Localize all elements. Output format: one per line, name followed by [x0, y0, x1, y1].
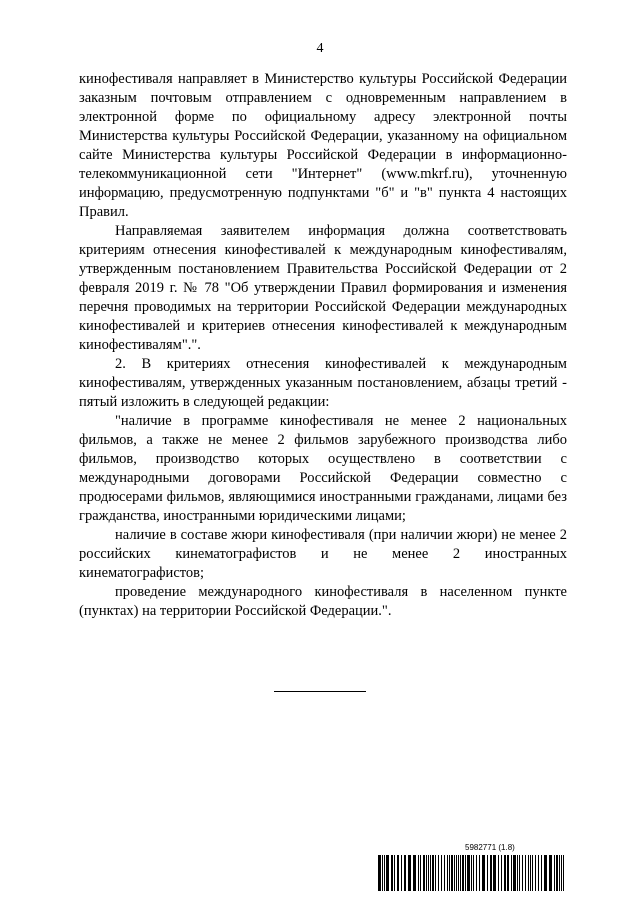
- barcode-bar: [476, 855, 477, 891]
- barcode-bar: [432, 855, 434, 891]
- barcode-bar: [532, 855, 533, 891]
- barcode-bar: [530, 855, 531, 891]
- barcode-bar: [394, 855, 395, 891]
- barcode-bar: [451, 855, 453, 891]
- paragraph-item-2: 2. В критериях отнесения кинофестивалей к международным кинофестивалям, утвержденных указанным постановлением, абзацы третий - пятый изложить в следующей редакции:: [79, 356, 567, 410]
- barcode-bar: [519, 855, 520, 891]
- barcode-bar: [528, 855, 529, 891]
- closing-separator-line: [274, 691, 366, 692]
- barcode-bar: [462, 855, 464, 891]
- barcode-bar: [428, 855, 429, 891]
- barcode-bar: [554, 855, 555, 891]
- barcode-bar: [487, 855, 488, 891]
- paragraph-criteria-location: проведение международного кинофестиваля в населенном пункте (пунктах) на территории Российской Федерации.".: [79, 584, 567, 619]
- barcode-bar: [538, 855, 539, 891]
- barcode-bar: [513, 855, 516, 891]
- barcode-bar: [493, 855, 496, 891]
- barcode-bar: [430, 855, 431, 891]
- barcode-bar: [384, 855, 385, 891]
- barcode-bar: [401, 855, 402, 891]
- barcode-bar: [556, 855, 558, 891]
- barcode-bar: [498, 855, 499, 891]
- barcode-bar: [397, 855, 399, 891]
- barcode-bar: [458, 855, 459, 891]
- barcode-bar: [549, 855, 552, 891]
- barcode-bar: [479, 855, 480, 891]
- barcode-bar: [504, 855, 506, 891]
- barcode-bar: [408, 855, 411, 891]
- barcode-bar: [454, 855, 455, 891]
- barcode-bar: [465, 855, 466, 891]
- paragraph-continuation: кинофестиваля направляет в Министерство культуры Российской Федерации заказным почтовым отправлением с одновременным направлением в электронной форме по официальному адресу электронной почты Министерства культуры Российской Федерации, указанному на официальном сайте Министерства культуры Российской Федерации в информационно-телекоммуникационной сети "Интернет" (www.mkrf.ru), уточненную информацию, предусмотренную подпунктами "б" и "в" пункта 4 настоящих Правил.: [79, 71, 567, 220]
- barcode-bar: [522, 855, 523, 891]
- barcode-bar: [438, 855, 439, 891]
- barcode-bar: [471, 855, 472, 891]
- barcode-number: 5982771 (1.8): [465, 843, 515, 852]
- barcode-bar: [460, 855, 461, 891]
- paragraph-information-requirements: Направляемая заявителем информация должна соответствовать критериям отнесения кинофестивалей к международным кинофестивалям, утвержденным постановлением Правительства Российской Федерации от 2 февраля 2019 г. № 78 "Об утверждении Правил формирования и изменения перечня проводимых на территории Российской Федерации международных кинофестивалей и критериев отнесения кинофестивалей к международным кинофестивалям".".: [79, 223, 567, 353]
- barcode-bar: [386, 855, 389, 891]
- barcode-bar: [447, 855, 448, 891]
- barcode-bar: [456, 855, 457, 891]
- barcode-bar: [423, 855, 425, 891]
- document-body: [79, 70, 567, 621]
- barcode-bar: [544, 855, 547, 891]
- barcode-bar: [378, 855, 381, 891]
- barcode-bar: [413, 855, 416, 891]
- page-number: 4: [316, 41, 324, 56]
- barcode-bar: [418, 855, 419, 891]
- paragraph-criteria-jury: наличие в составе жюри кинофестиваля (при наличии жюри) не менее 2 российских кинематографистов и не менее 2 иностранных кинематографистов;: [79, 527, 567, 581]
- barcode-bar: [561, 855, 562, 891]
- barcode-bar: [382, 855, 383, 891]
- barcode-bar: [490, 855, 492, 891]
- barcode-bar: [517, 855, 518, 891]
- barcode-bar: [563, 855, 564, 891]
- barcode-bar: [473, 855, 474, 891]
- barcode-bar: [404, 855, 406, 891]
- barcode-bar: [507, 855, 509, 891]
- barcode-bar: [482, 855, 485, 891]
- paragraph-criteria-films: "наличие в программе кинофестиваля не менее 2 национальных фильмов, а также не менее 2 фильмов зарубежного производства либо фильмов, производство которых осуществлено в соответствии с международными договорами Российской Федерации совместно с продюсерами фильмов, являющимися иностранными гражданами, лицами без гражданства, иностранными юридическими лицами;: [79, 413, 567, 524]
- barcode-bar: [441, 855, 442, 891]
- barcode-bar: [449, 855, 450, 891]
- barcode-bar: [435, 855, 436, 891]
- barcode-bar: [467, 855, 470, 891]
- barcode-bar: [501, 855, 502, 891]
- barcode-bar: [511, 855, 512, 891]
- barcode-bar: [391, 855, 393, 891]
- barcode-bar: [426, 855, 427, 891]
- barcode-bar: [525, 855, 526, 891]
- barcode-bar: [535, 855, 536, 891]
- barcode-icon: [378, 855, 564, 891]
- barcode-bar: [420, 855, 421, 891]
- barcode-bar: [559, 855, 560, 891]
- barcode-bar: [541, 855, 542, 891]
- barcode-bar: [444, 855, 445, 891]
